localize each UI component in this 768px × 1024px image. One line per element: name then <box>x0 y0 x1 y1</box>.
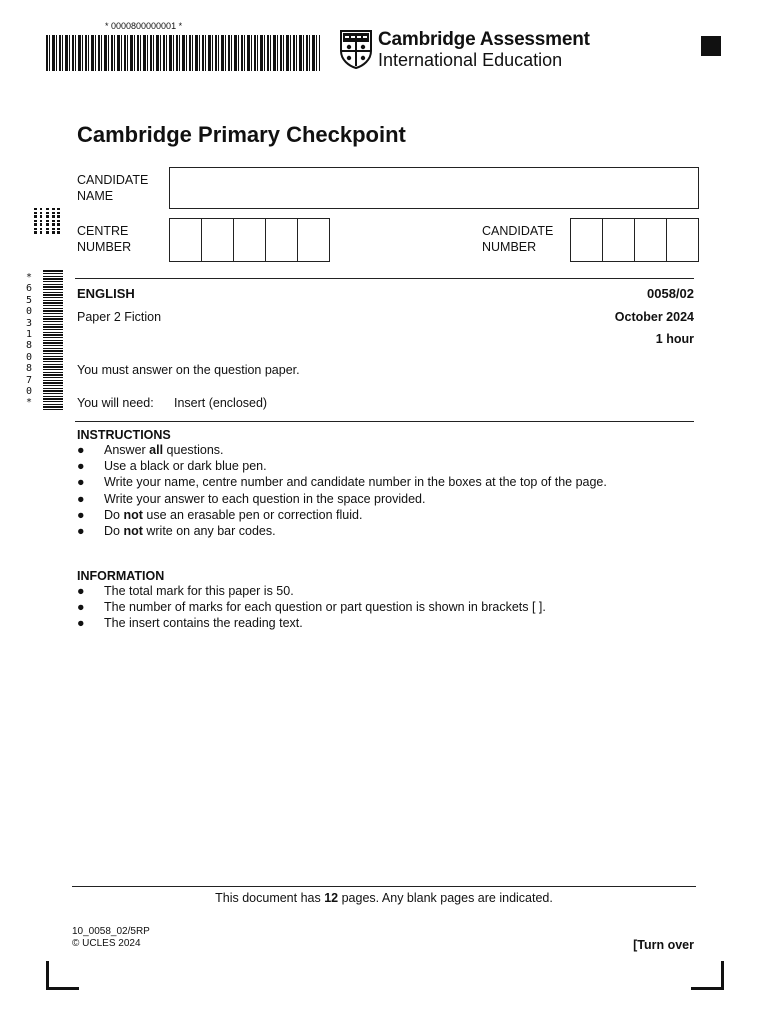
footer-text: pages. Any blank pages are indicated. <box>338 891 553 905</box>
information-section <box>77 569 546 632</box>
label-line: CANDIDATE <box>77 173 149 187</box>
code-char: 0 <box>25 351 33 363</box>
turn-over: [Turn over <box>633 938 694 952</box>
item-emphasis: all <box>149 443 164 457</box>
label-line: NUMBER <box>482 240 537 254</box>
list-item <box>77 583 546 599</box>
digit-box[interactable] <box>266 219 298 261</box>
bullet-icon: ● <box>77 584 85 598</box>
candidate-number-label <box>482 223 553 255</box>
list-item <box>77 458 607 474</box>
logo-line-2: International Education <box>378 50 563 70</box>
cambridge-shield-icon <box>339 29 373 69</box>
answer-note: You must answer on the question paper. <box>77 363 300 377</box>
document-ref <box>72 926 150 950</box>
logo <box>378 29 590 71</box>
list-item <box>77 523 607 539</box>
paper-code: 0058/02 <box>647 286 694 301</box>
registration-mark <box>701 36 721 56</box>
list-item <box>77 442 607 458</box>
bullet-icon: ● <box>77 459 85 474</box>
crop-mark-bottom-left <box>46 961 79 990</box>
top-barcode-number: * 0000800000001 * <box>105 21 183 31</box>
page-count: 12 <box>324 891 339 905</box>
page-count-note <box>0 891 768 905</box>
divider <box>75 278 694 279</box>
copyright: © UCLES 2024 <box>72 938 141 949</box>
code-char: 5 <box>25 294 33 306</box>
subject: ENGLISH <box>77 286 135 301</box>
digit-box[interactable] <box>298 219 329 261</box>
item-text: Write your answer to each question in the space provided. <box>104 491 426 506</box>
code-char: * <box>25 272 33 283</box>
crop-mark-bottom-right <box>691 961 724 990</box>
need-value: Insert (enclosed) <box>174 396 268 410</box>
digit-box[interactable] <box>603 219 635 261</box>
list-item <box>77 474 607 490</box>
bullet-icon: ● <box>77 491 85 506</box>
code-char: 8 <box>25 363 33 375</box>
code-char: 0 <box>25 306 33 318</box>
list-item <box>77 491 607 507</box>
label-line: NUMBER <box>77 240 132 254</box>
vertical-barcode <box>43 270 63 410</box>
paper-name: Paper 2 Fiction <box>77 310 162 324</box>
item-emphasis: not <box>123 507 143 522</box>
digit-box[interactable] <box>635 219 667 261</box>
item-text: Do <box>104 524 124 539</box>
instructions-heading: INSTRUCTIONS <box>77 428 171 442</box>
need-label: You will need: <box>77 396 154 410</box>
information-heading: INFORMATION <box>77 569 165 583</box>
item-text: The insert contains the reading text. <box>104 616 303 631</box>
code-char: * <box>25 397 33 409</box>
item-text: Do <box>104 507 124 522</box>
item-text: The number of marks for each question or part question is shown in brackets [ ]. <box>104 600 546 615</box>
code-char: 8 <box>25 340 33 352</box>
list-item <box>77 507 607 523</box>
vertical-code <box>22 272 36 409</box>
item-text: write on any bar codes. <box>142 524 276 539</box>
top-barcode <box>46 35 320 71</box>
qr-code <box>34 208 60 234</box>
label-line: CENTRE <box>77 224 129 238</box>
centre-number-label <box>77 223 131 255</box>
item-text: use an erasable pen or correction fluid. <box>142 507 363 522</box>
bullet-icon: ● <box>77 616 85 631</box>
code-char: 7 <box>25 374 33 386</box>
list-item <box>77 615 546 631</box>
label-line: CANDIDATE <box>482 224 554 238</box>
item-text: questions. <box>163 443 224 457</box>
item-text: The total mark for this paper is 50. <box>104 584 294 598</box>
bullet-icon: ● <box>77 507 85 522</box>
bullet-icon: ● <box>77 524 85 539</box>
centre-number-field[interactable] <box>169 218 330 262</box>
code-char: 1 <box>25 329 33 341</box>
divider <box>75 421 694 422</box>
digit-box[interactable] <box>234 219 266 261</box>
item-emphasis: not <box>123 524 143 539</box>
label-line: NAME <box>77 189 114 203</box>
candidate-name-label <box>77 172 148 204</box>
session: October 2024 <box>614 310 694 324</box>
page-title: Cambridge Primary Checkpoint <box>77 122 406 147</box>
instructions-section <box>77 428 607 539</box>
bullet-icon: ● <box>77 600 85 615</box>
item-text: Write your name, centre number and candidate number in the boxes at the top of the page. <box>104 475 607 490</box>
digit-box[interactable] <box>202 219 234 261</box>
reference-code: 10_0058_02/5RP <box>72 926 150 937</box>
candidate-number-field[interactable] <box>570 218 699 262</box>
bullet-icon: ● <box>77 475 85 490</box>
digit-box[interactable] <box>571 219 603 261</box>
duration: 1 hour <box>655 332 694 346</box>
code-char: 3 <box>25 317 33 329</box>
footer-divider <box>72 886 696 887</box>
code-char: 0 <box>25 386 33 398</box>
candidate-name-field[interactable] <box>169 167 699 209</box>
logo-line-1: Cambridge Assessment <box>378 29 590 50</box>
bullet-icon: ● <box>77 443 85 457</box>
digit-box[interactable] <box>667 219 698 261</box>
code-char: 6 <box>25 283 33 295</box>
footer-text: This document has <box>215 891 325 905</box>
digit-box[interactable] <box>170 219 202 261</box>
item-text: Answer <box>104 443 150 457</box>
item-text: Use a black or dark blue pen. <box>104 459 267 474</box>
list-item <box>77 599 546 615</box>
